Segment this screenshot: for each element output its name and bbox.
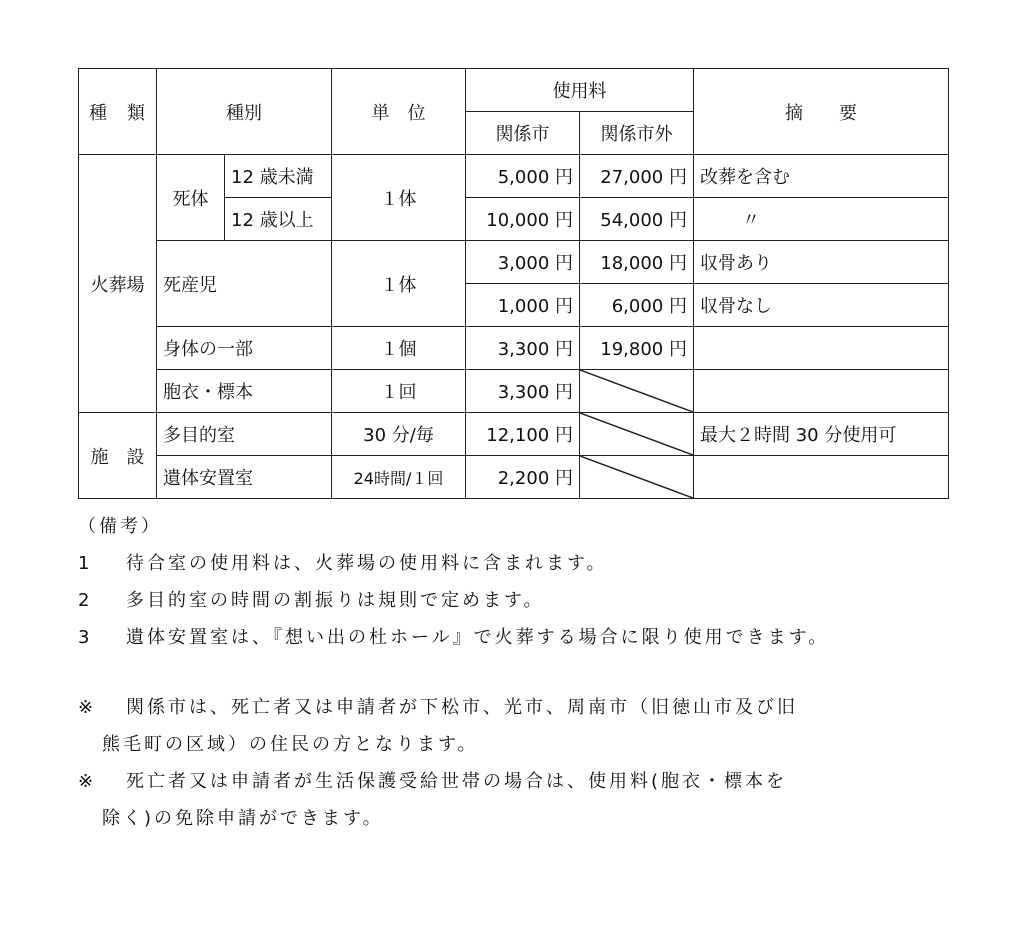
stillborn-with-bones-related-fee: 3,000 円 — [466, 241, 580, 284]
fee-table — [78, 68, 949, 499]
body-over12-remarks: 〃 — [694, 198, 949, 241]
header-related-city: 関係市 — [466, 112, 580, 155]
body-over12-outside-fee: 54,000 円 — [580, 198, 694, 241]
asterisk-note — [78, 763, 958, 800]
asterisk-note-line2: 除く)の免除申請ができます。 — [102, 808, 384, 829]
mortuary-related-fee: 2,200 円 — [466, 456, 580, 499]
asterisk-note-line1: 関係市は、死亡者又は申請者が下松市、光市、周南市（旧徳山市及び旧 — [126, 697, 798, 718]
body-part-unit: １個 — [332, 327, 466, 370]
body-under12-remarks: 改葬を含む — [694, 155, 949, 198]
diagonal-strike-icon — [580, 370, 693, 412]
placenta-label: 胞衣・標本 — [157, 370, 332, 413]
mortuary-label: 遺体安置室 — [157, 456, 332, 499]
body-part-remarks — [694, 327, 949, 370]
header-unit: 単 位 — [332, 69, 466, 155]
note-text: 多目的室の時間の割振りは規則で定めます。 — [126, 590, 545, 611]
header-category: 種別 — [157, 69, 332, 155]
body-unit: １体 — [332, 155, 466, 241]
body-age-under12: 12 歳未満 — [225, 155, 332, 198]
notes-title: （備考） — [78, 516, 162, 537]
diagonal-strike-icon — [580, 413, 693, 455]
stillborn-label: 死産児 — [157, 241, 332, 327]
body-part-outside-fee: 19,800 円 — [580, 327, 694, 370]
multipurpose-outside-fee-na — [580, 413, 694, 456]
placenta-remarks — [694, 370, 949, 413]
stillborn-no-bones-remarks: 収骨なし — [694, 284, 949, 327]
notes-section — [78, 508, 958, 837]
note-item — [78, 619, 958, 656]
multipurpose-unit: 30 分/毎 — [332, 413, 466, 456]
facility-label: 施 設 — [79, 413, 157, 499]
header-fee: 使用料 — [466, 69, 694, 112]
note-text: 待合室の使用料は、火葬場の使用料に含まれます。 — [126, 553, 608, 574]
multipurpose-remarks: 最大２時間 30 分使用可 — [694, 413, 949, 456]
multipurpose-label: 多目的室 — [157, 413, 332, 456]
body-under12-related-fee: 5,000 円 — [466, 155, 580, 198]
asterisk-mark: ※ — [78, 697, 94, 718]
asterisk-note-line2: 熊毛町の区域）の住民の方となります。 — [102, 734, 479, 755]
asterisk-note — [78, 689, 958, 726]
note-number: 3 — [78, 627, 90, 648]
stillborn-with-bones-outside-fee: 18,000 円 — [580, 241, 694, 284]
body-label: 死体 — [157, 155, 225, 241]
placenta-related-fee: 3,300 円 — [466, 370, 580, 413]
stillborn-no-bones-related-fee: 1,000 円 — [466, 284, 580, 327]
mortuary-outside-fee-na — [580, 456, 694, 499]
asterisk-note-line1: 死亡者又は申請者が生活保護受給世帯の場合は、使用料(胞衣・標本を — [126, 771, 788, 792]
stillborn-unit: １体 — [332, 241, 466, 327]
asterisk-mark: ※ — [78, 771, 94, 792]
mortuary-unit: 24時間/１回 — [332, 456, 466, 499]
header-kind: 種 類 — [79, 69, 157, 155]
body-age-over12: 12 歳以上 — [225, 198, 332, 241]
stillborn-with-bones-remarks: 収骨あり — [694, 241, 949, 284]
mortuary-remarks — [694, 456, 949, 499]
body-part-label: 身体の一部 — [157, 327, 332, 370]
stillborn-no-bones-outside-fee: 6,000 円 — [580, 284, 694, 327]
note-item — [78, 582, 958, 619]
header-outside-city: 関係市外 — [580, 112, 694, 155]
body-part-related-fee: 3,300 円 — [466, 327, 580, 370]
header-remarks: 摘 要 — [694, 69, 949, 155]
placenta-unit: １回 — [332, 370, 466, 413]
multipurpose-related-fee: 12,100 円 — [466, 413, 580, 456]
diagonal-strike-icon — [580, 456, 693, 498]
note-item — [78, 545, 958, 582]
body-over12-related-fee: 10,000 円 — [466, 198, 580, 241]
placenta-outside-fee-na — [580, 370, 694, 413]
body-under12-outside-fee: 27,000 円 — [580, 155, 694, 198]
note-number: 2 — [78, 590, 90, 611]
crematorium-label: 火葬場 — [79, 155, 157, 413]
note-number: 1 — [78, 553, 90, 574]
note-text: 遺体安置室は、『想い出の杜ホール』で火葬する場合に限り使用できます。 — [126, 627, 830, 648]
